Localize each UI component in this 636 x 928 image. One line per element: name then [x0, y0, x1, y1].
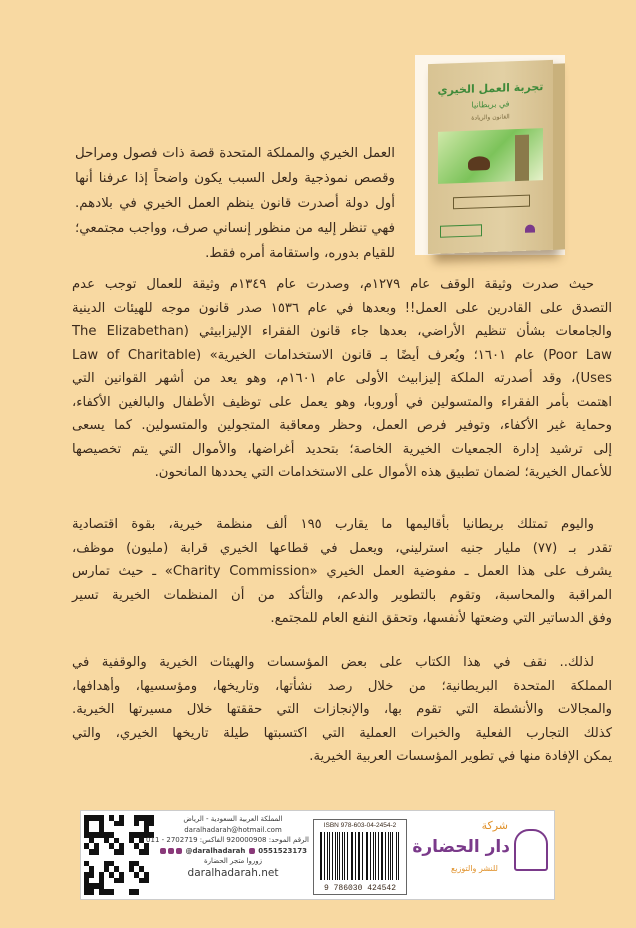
text-line: أول دولة أصدرت قانون ينظم العمل الخيري في بلادهم. [75, 196, 395, 211]
paragraph-today [72, 513, 612, 631]
text-line: واليوم تمتلك بريطانيا بأقاليمها ما يقارب ١٩٥ ألف منظمة خيرية، بقوة اقتصادية [72, 517, 594, 532]
book-spine [553, 63, 565, 249]
qr-module [149, 889, 154, 895]
publisher-logo [412, 819, 548, 893]
barcode-bar [388, 832, 389, 880]
barcode-bar [352, 832, 353, 880]
book-cover-image [428, 60, 553, 254]
text-line: والجامعات بشأن تنظيم الأراضي، بعدها جاء قانون الفقراء الإليزابيثي (The Elizabethan [72, 324, 612, 339]
barcode-bar [396, 832, 397, 880]
barcode-bar [344, 832, 345, 880]
text-line: حيث صدرت وثيقة الوقف عام ١٢٧٩م، وصدرت عام ١٣٤٩م وثيقة للعمال توجب عدم [72, 277, 594, 292]
text-line: المراقبة والمحاسبة، وتقوم بالتطوير والدعم، والتأكد من أن المنظمات الخيرية تسير [72, 587, 612, 603]
text-line: تقدر بـ (٧٧) مليار جنيه استرليني، ويعمل في قطاعها الخيري قرابة (مليون) موظف، [72, 540, 612, 556]
text-line: إلى ترشيد إدارة الجمعيات الخيرية الخاصة؛ بتحديد أغراضها، والأموال التي يتم تخصيصها [72, 441, 612, 457]
youtube-icon [160, 848, 166, 854]
text-line: يشرف على هذا العمل ـ مفوضية العمل الخيري «Charity Commission» ـ حيث تمارس [72, 564, 612, 579]
isbn-label: ISBN 978-603-04-2454-2 [323, 822, 397, 829]
text-line: للأعمال الخيرية؛ لضمان تطبيق هذه الأموال على الاستخدامات التي يحددها المانحون. [154, 465, 612, 480]
store-label: زوروا متجر الحضارة [203, 857, 262, 865]
barcode-bar [362, 832, 363, 880]
text-line: وقصص نموذجية ولعل السبب يكون واضحاً إذا عرفنا أنها [75, 171, 395, 186]
paragraph-intro [75, 141, 395, 266]
book-cover-tagline: القانون والريادة [471, 113, 510, 122]
plant-icon [468, 156, 490, 171]
isbn-barcode [313, 819, 407, 895]
text-line: وحماية غير الأكفاء، وتوفير فرص العمل، وحظر ومعاقبة المتجولين والمتسولين. كما يسعى [72, 418, 612, 433]
text-line: والمجالات والأنشطة التي تقوم بها، والإنجازات التي حققتها خلال مسيرتها الخيرية. [72, 702, 612, 717]
barcode-bars [320, 832, 400, 880]
location-text: المملكة العربية السعودية - الرياض [183, 815, 283, 823]
barcode-bar [342, 832, 343, 880]
text-line: للقيام بدوره، واستقامة أمره فقط. [205, 246, 395, 261]
text-line: لذلك.. نقف في هذا الكتاب على بعض المؤسسات والهيئات الخيرية والوقفية في [72, 655, 594, 670]
publisher-word-company: شركة [481, 819, 508, 832]
book-cover-subtitle: في بريطانيا [471, 99, 510, 110]
whatsapp-icon [249, 848, 255, 854]
text-line: يمكن الإفادة منها في تطوير المؤسسات العربية الخيرية. [309, 749, 612, 764]
qr-code[interactable] [84, 815, 154, 895]
barcode-bar [382, 832, 383, 880]
book-cover-illustration [438, 128, 543, 184]
text-line: العمل الخيري والمملكة المتحدة قصة ذات فصول ومراحل [75, 146, 395, 161]
social-handle[interactable]: @daralhadarah [185, 846, 246, 855]
text-line: Poor Law) عام ١٦٠١؛ ويُعرف أيضًا بـ قانون الاستخدامات الخيرية» (Law of Charitable [72, 347, 612, 363]
phones-text: الرقم الموحد: 920000908 الفاكس: 2702719 - 011 [146, 836, 309, 844]
publisher-logo-icon [525, 224, 535, 232]
text-line: المملكة المتحدة البريطانية؛ من خلال رصد نشأتها، وتاريخها، ومؤسسيها، وأهدافها، [72, 678, 612, 694]
text-line: وفق الدساتير التي وضعتها لأنفسها، وتحقق النفع العام للمجتمع. [270, 611, 612, 626]
email-link[interactable]: daralhadarah@hotmail.com [184, 825, 282, 834]
barcode-bar [359, 832, 360, 880]
publisher-name: دار الحضارة [412, 837, 510, 857]
barcode-bar [370, 832, 371, 880]
barcode-bar [335, 832, 336, 880]
book-cover-publisher [440, 224, 482, 237]
text-line: فهي تنظر إليه من منظور إنساني صرف، وواجب مجتمعي؛ [75, 221, 395, 236]
publisher-info-strip [80, 810, 555, 900]
barcode-bar [375, 832, 376, 880]
website-link[interactable]: daralhadarah.net [187, 866, 279, 879]
text-line: كذلك التجارب الفعلية والخبرات العملية التي اكتسبتها طيلة تاريخها الخيري، والتي [72, 725, 612, 741]
text-line: التصدق على القادرين على العمل!! وبعدها في عام ١٥٣٦ صدر قانون موجه للهيئات الدينية [72, 300, 612, 316]
mobile-number[interactable]: 0551523173 [258, 846, 307, 855]
social-row [157, 846, 309, 857]
isbn-digits: 9 786030 424542 [323, 884, 396, 893]
book-cover-title: تجربة العمل الخيري [437, 80, 544, 97]
clock-tower-icon [515, 135, 529, 181]
facebook-icon [168, 848, 174, 854]
instagram-icon [176, 848, 182, 854]
contact-info [146, 814, 309, 880]
barcode-bar [329, 832, 330, 880]
paragraph-history [72, 273, 612, 485]
barcode-bar [321, 832, 322, 880]
book-cover-author [453, 195, 530, 210]
text-line: Uses)، وقد أصدرته الملكة إليزابيث الأولى عام ١٦٠١م، وهو يعد من أشهر القوانين التي [72, 371, 612, 386]
publisher-emblem-icon [514, 829, 548, 871]
publisher-tagline: للنشر والتوزيع [450, 864, 498, 873]
paragraph-book-purpose [72, 651, 612, 769]
text-line: اهتمت بأمر الفقراء والمتسولين في أوروبا، وهو يعمل على توظيف الأطفال والبالغين الأكفاء، [72, 394, 612, 410]
